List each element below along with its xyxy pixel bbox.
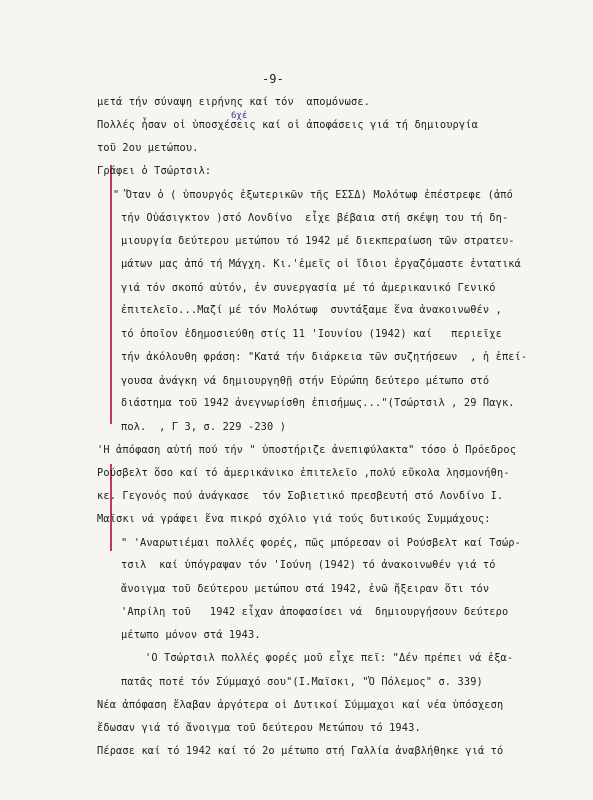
- text-line: τήν Οὐάσιγκτον )στό Λονδίνο εἶχε βέβαια στή σκέψη του τή δη-: [121, 212, 509, 225]
- text-line: κε. Γεγονός πού ἀνάγκασε τόν Σοβιετικό πρεσβευτή στό Λονδίνο Ι.: [97, 489, 504, 502]
- text-line: Πέρασε καί τό 1942 καί τό 2ο μέτωπο στή Γαλλία ἀναβλήθηκε γιά τό: [97, 745, 504, 757]
- text-line: τσιλ καί ὑπόγραψαν τόν 'Ιούνη (1942) τό ἀνακοινωθέν γιά τό: [121, 559, 496, 572]
- text-line: τό ὁποῖον ἐδημοσιεύθη στίς 11 'Ιουνίου (1942) καί περιεῖχε: [121, 327, 502, 340]
- text-line: πατᾶς ποτέ τόν Σύμμαχό σου"(Ι.Μαϊσκι, "Ὁ Πόλεμος" σ. 339): [121, 675, 483, 688]
- text-line: Μαϊσκι νά γράφει ἕνα πικρό σχόλιο γιά τούς δυτικούς Συμμάχους:: [97, 513, 491, 526]
- text-line: μετά τήν σύναψη ειρήνης καί τόν απομόνωσε.: [97, 96, 371, 108]
- text-line: Πολλές ἦσαν οἱ ὑποσχέσεις καί οἱ ἀποφάσεις γιά τή δημιουργία: [97, 119, 478, 132]
- text-line: τήν ἀκόλουθη φράση: "Κατά τήν διάρκεια τῶν συζητήσεων , ἡ ἐπεί-: [121, 351, 528, 364]
- page-number: -9-: [262, 72, 284, 86]
- margin-quote-bar-churchill: [110, 165, 112, 424]
- text-line: διάστημα τοῦ 1942 ἀνεγνωρίσθη ἐπισήμως..."(Τσώρτσιλ , 29 Παγκ.: [121, 397, 515, 410]
- text-line: ἔδωσαν γιά τό ἄνοιγμα τοῦ δεύτερου Μετώπου τό 1943.: [97, 721, 421, 734]
- text-line: " Ὅταν ὁ ( ὑπουργός ἐξωτερικῶν τῆς ΕΣΣΔ) Μολότωφ ἐπέστρεφε (ἀπό: [113, 188, 514, 201]
- text-line: τοῦ 2ου μετώπου.: [97, 142, 199, 154]
- text-line: 'Η ἀπόφαση αὐτή πού τήν " ὑποστήριζε ἀνεπιφύλακτα" τόσο ὁ Πρόεδρος: [97, 443, 517, 456]
- text-line: Γράφει ὁ Τσώρτσιλ:: [97, 165, 212, 178]
- text-line: γιά τόν σκοπό αὐτόν, ἐν συνεργασία μέ τό ἀμερικανικό Γενικό: [121, 281, 496, 294]
- text-line: Ρούσβελτ ὅσο καί τό ἀμερικάνικο ἐπιτελεῖο ,πολύ εὔκολα λησμονήθη-: [97, 466, 510, 479]
- text-line: 'Ο Τσώρτσιλ πολλές φορές μοῦ εἶχε πεῖ: "Δέν πρέπει νά ἐξα-: [145, 652, 514, 665]
- text-line: πολ. , Γ 3, σ. 229 -230 ): [121, 420, 287, 433]
- text-line: " 'Αναρωτιέμαι πολλές φορές, πῶς μπόρεσαν οἱ Ρούσβελτ καί Τσώρ-: [121, 536, 522, 549]
- text-line: 'Απρίλη τοῦ 1942 εἶχαν ἀποφασίσει νά δημιουργήσουν δεύτερο: [121, 606, 509, 619]
- text-line: γουσα ἀνάγκη νά δημιουργηθῇ στήν Εὐρώπη δεύτερο μέτωπο στό: [121, 374, 490, 387]
- text-line: μάτων μας ἀπό τή Μάγχη. Κι.'ἐμεῖς οἱ ἴδιοι ἐργαζόμαστε ἐντατικά: [121, 258, 522, 271]
- handwritten-insertion: 6χέ: [231, 111, 248, 122]
- text-line: μιουργία δεύτερου μετώπου τό 1942 μέ διεκπεραίωση τῶν στρατευ-: [121, 234, 515, 247]
- text-line: ἐπιτελεῖο...Μαζί μέ τόν Μολότωφ συντάξαμε ἕνα ἀνακοινωθέν ,: [121, 304, 502, 317]
- text-line: Νέα ἀπόφαση ἔλαβαν ἀργότερα οἱ Δυτικοί Σύμμαχοι καί νέα ὑπόσχεση: [97, 699, 504, 711]
- text-line: μέτωπο μόνον στά 1943.: [121, 628, 261, 641]
- text-line: ἄνοιγμα τοῦ δεύτερου μετώπου στά 1942, ἐνῶ ἤξειραν ὅτι τόν: [121, 582, 490, 595]
